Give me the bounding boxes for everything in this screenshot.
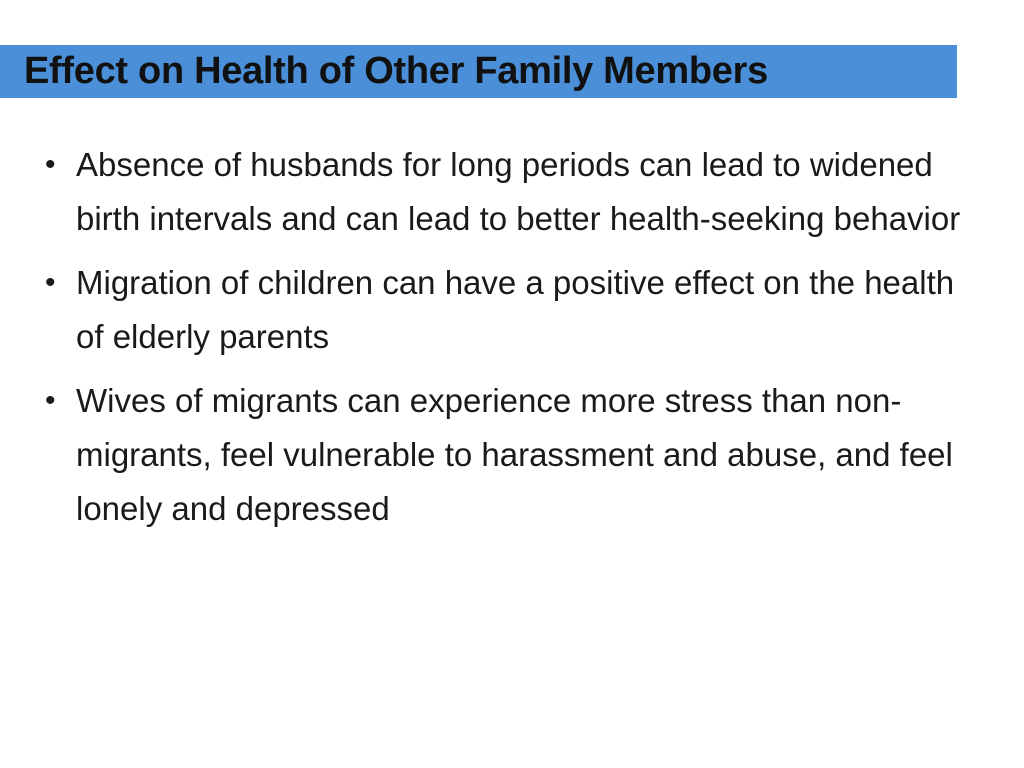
bullet-text: Absence of husbands for long periods can lead to widened birth intervals and can lead to better health-seeking behavior [76,146,961,237]
bullet-text: Wives of migrants can experience more stress than non-migrants, feel vulnerable to harassment and abuse, and feel lonely and depressed [76,382,953,527]
bullet-icon: • [45,266,56,299]
bullet-icon: • [45,148,56,181]
bullet-list [45,138,965,546]
bullet-item-wives-stress [45,374,965,536]
bullet-icon: • [45,384,56,417]
bullet-item-children-migration [45,256,965,364]
slide-title: Effect on Health of Other Family Members [24,50,768,92]
bullet-item-husbands-absence [45,138,965,246]
title-bar [0,45,957,98]
bullet-text: Migration of children can have a positive effect on the health of elderly parents [76,264,955,355]
